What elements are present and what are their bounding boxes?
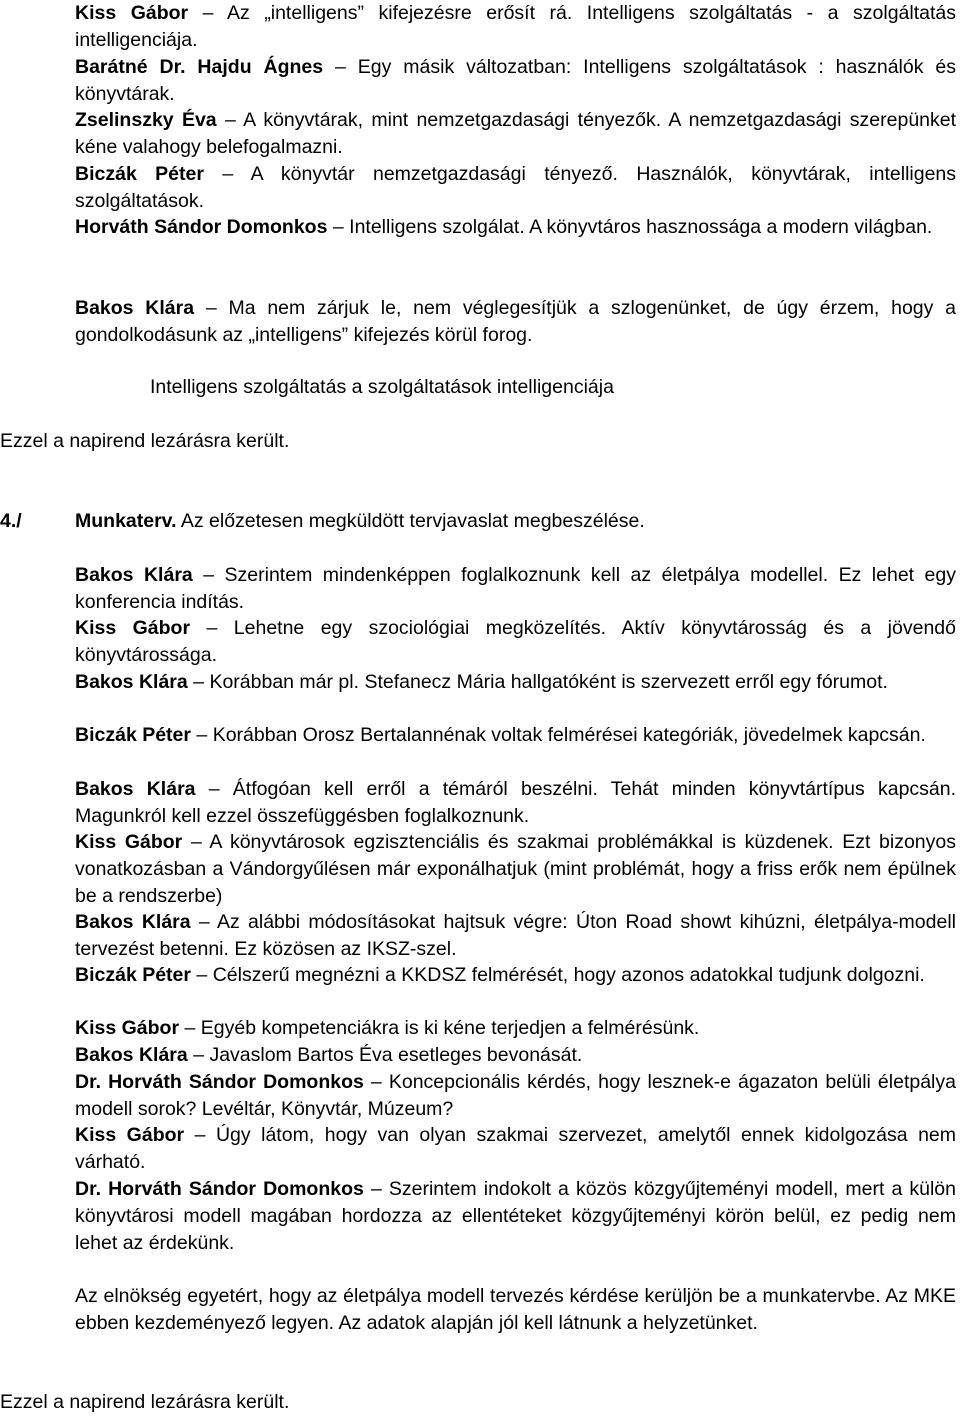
statement-text: Egy másik változatban: Intelligens szolgáltatások : használók és könyvtárak.: [75, 56, 956, 105]
statement-bakos-3: Bakos Klára – Korábban már pl. Stefanecz Mária hallgatóként is szervezett erről egy fórumot.: [75, 671, 888, 693]
statement-text: Korábban Orosz Bertalannénak voltak felmérései kategóriák, jövedelmek kapcsán.: [212, 724, 926, 746]
statement-horvath-2: Dr. Horváth Sándor Domonkos – Koncepcionális kérdés, hogy lesznek-e ágazaton belüli életpálya modell sorok? Levéltár, Könyvtár, Múzeum?: [75, 1071, 956, 1120]
speaker-name: Biczák Péter: [75, 964, 191, 986]
statement-text: Javaslom Bartos Éva esetleges bevonását.: [209, 1044, 583, 1066]
statement-text: A könyvtár nemzetgazdasági tényező. Használók, könyvtárak, intelligens szolgáltatások.: [75, 163, 957, 212]
speaker-name: Bakos Klára: [75, 911, 191, 933]
statement-horvath-1: Horváth Sándor Domonkos – Intelligens szolgálat. A könyvtáros hasznossága a modern világban.: [75, 216, 933, 238]
statement-kiss-1: Kiss Gábor – Az „intelligens” kifejezésre erősít rá. Intelligens szolgáltatás - a szolgáltatás intelligenciája.: [75, 2, 956, 51]
speaker-name: Bakos Klára: [75, 778, 196, 800]
speaker-name: Kiss Gábor: [75, 1017, 180, 1039]
statement-zselinszky: Zselinszky Éva – A könyvtárak, mint nemzetgazdasági tényezők. A nemzetgazdasági szerepünket kéne valahogy belefogalmazni.: [75, 109, 957, 158]
statement-text: Szerintem indokolt a közös közgyűjteményi modell, mert a külön könyvtárosi modell magában hordozza az ellentéteket közgyűjteményi körön belül, ez pedig nem lehet az érdekünk.: [75, 1178, 956, 1254]
statement-biczak-2: Biczák Péter – Korábban Orosz Bertalannénak voltak felmérései kategóriák, jövedelmek kapcsán.: [75, 724, 926, 746]
speaker-name: Horváth Sándor Domonkos: [75, 216, 328, 238]
statement-text: Intelligens szolgálat. A könyvtáros hasznossága a modern világban.: [349, 216, 933, 238]
speaker-name: Zselinszky Éva: [75, 109, 217, 131]
statement-horvath-3: Dr. Horváth Sándor Domonkos – Szerintem indokolt a közös közgyűjteményi modell, mert a külön könyvtárosi modell magában hordozza az ellentéteket közgyűjteményi körön belül, ez pedig nem lehet az érdekünk.: [75, 1178, 956, 1254]
statement-text: Koncepcionális kérdés, hogy lesznek-e ágazaton belüli életpálya modell sorok? Levéltár, Könyvtár, Múzeum?: [75, 1071, 956, 1120]
statement-text: Úgy látom, hogy van olyan szakmai szervezet, amelytől ennek kidolgozása nem várható.: [75, 1124, 957, 1173]
statement-biczak-1: Biczák Péter – A könyvtár nemzetgazdasági tényező. Használók, könyvtárak, intelligens szolgáltatások.: [75, 163, 957, 212]
statement-kiss-4: Kiss Gábor – Egyéb kompetenciákra is ki kéne terjedjen a felmérésünk.: [75, 1017, 700, 1039]
statement-text: Korábban már pl. Stefanecz Mária hallgatóként is szervezett erről egy fórumot.: [209, 671, 888, 693]
statement-bakos-4: Bakos Klára – Átfogóan kell erről a témáról beszélni. Tehát minden könyvtártípus kapcsán. Magunkról kell ezzel összefüggésben foglalkoznunk.: [75, 778, 957, 827]
speaker-name: Bakos Klára: [75, 671, 188, 693]
section-subtitle: Az előzetesen megküldött tervjavaslat megbeszélése.: [180, 510, 645, 532]
speaker-name: Dr. Horváth Sándor Domonkos: [75, 1178, 364, 1200]
statement-bakos-5: Bakos Klára – Az alábbi módosításokat hajtsuk végre: Úton Road showt kihúzni, életpálya-modell tervezést betenni. Ez közösen az IKSZ-szel.: [75, 911, 957, 960]
closing-line-1: Ezzel a napirend lezárásra került.: [0, 430, 290, 452]
section-title: Munkaterv.: [75, 510, 177, 532]
statement-text: Átfogóan kell erről a témáról beszélni. Tehát minden könyvtártípus kapcsán. Magunkról kell ezzel összefüggésben foglalkoznunk.: [75, 778, 957, 827]
speaker-name: Kiss Gábor: [75, 617, 191, 639]
statement-text: A könyvtárosok egzisztenciális és szakmai problémákkal is küzdenek. Ezt bizonyos vonatkozásban a Vándorgyűlésen már exponálhatjuk (mint problémát, hogy a friss erők nem épülnek be a rendszerbe): [75, 831, 956, 907]
speaker-name: Dr. Horváth Sándor Domonkos: [75, 1071, 364, 1093]
statement-bakos-2: Bakos Klára – Szerintem mindenképpen foglalkoznunk kell az életpálya modellel. Ez lehet egy konferencia indítás.: [75, 564, 956, 613]
statement-text: Lehetne egy szociológiai megközelítés. Aktív könyvtárosság és a jövendő könyvtárossága.: [75, 617, 956, 666]
statement-biczak-3: Biczák Péter – Célszerű megnézni a KKDSZ felmérését, hogy azonos adatokkal tudjunk dolgozni.: [75, 964, 925, 986]
presidium-decision: Az elnökség egyetért, hogy az életpálya modell tervezés kérdése kerüljön be a munkatervbe. Az MKE ebben kezdeményező legyen. Az adatok alapján jól kell látnunk a helyzetünket.: [75, 1285, 956, 1334]
statement-bakos-slogan: Bakos Klára – Ma nem zárjuk le, nem véglegesítjük a szlogenünket, de úgy érzem, hogy a gondolkodásunk az „intelligens” kifejezés körül forog.: [75, 297, 957, 346]
statement-kiss-2: Kiss Gábor – Lehetne egy szociológiai megközelítés. Aktív könyvtárosság és a jövendő könyvtárossága.: [75, 617, 956, 666]
statement-text: A könyvtárak, mint nemzetgazdasági tényezők. A nemzetgazdasági szerepünket kéne valahogy belefogalmazni.: [75, 109, 957, 158]
section-number: 4./: [0, 510, 22, 532]
speaker-name: Bakos Klára: [75, 1044, 188, 1066]
statement-text: Az „intelligens” kifejezésre erősít rá. Intelligens szolgáltatás - a szolgáltatás intelligenciája.: [75, 2, 956, 51]
slogan-line: Intelligens szolgáltatás a szolgáltatások intelligenciája: [150, 376, 614, 398]
speaker-name: Kiss Gábor: [75, 2, 189, 24]
statement-text: Ma nem zárjuk le, nem véglegesítjük a szlogenünket, de úgy érzem, hogy a gondolkodásunk az „intelligens” kifejezés körül forog.: [75, 297, 957, 346]
statement-bakos-6: Bakos Klára – Javaslom Bartos Éva esetleges bevonását.: [75, 1044, 583, 1066]
statement-text: Egyéb kompetenciákra is ki kéne terjedjen a felmérésünk.: [200, 1017, 700, 1039]
statement-text: Szerintem mindenképpen foglalkoznunk kell az életpálya modellel. Ez lehet egy konferencia indítás.: [75, 564, 956, 613]
closing-line-2: Ezzel a napirend lezárásra került.: [0, 1391, 290, 1413]
speaker-name: Kiss Gábor: [75, 1124, 185, 1146]
speaker-name: Biczák Péter: [75, 724, 191, 746]
statement-text: Célszerű megnézni a KKDSZ felmérését, hogy azonos adatokkal tudjunk dolgozni.: [212, 964, 925, 986]
speaker-name: Bakos Klára: [75, 297, 195, 319]
speaker-name: Kiss Gábor: [75, 831, 183, 853]
statement-kiss-3: Kiss Gábor – A könyvtárosok egzisztenciális és szakmai problémákkal is küzdenek. Ezt bizonyos vonatkozásban a Vándorgyűlésen már exponálhatjuk (mint problémát, hogy a friss erők nem épülnek be a rendszerbe): [75, 831, 956, 907]
statement-text: Az alábbi módosításokat hajtsuk végre: Úton Road showt kihúzni, életpálya-modell tervezést betenni. Ez közösen az IKSZ-szel.: [75, 911, 957, 960]
speaker-name: Bakos Klára: [75, 564, 193, 586]
speaker-name: Barátné Dr. Hajdu Ágnes: [75, 56, 324, 78]
statement-kiss-5: Kiss Gábor – Úgy látom, hogy van olyan szakmai szervezet, amelytől ennek kidolgozása nem várható.: [75, 1124, 957, 1173]
speaker-name: Biczák Péter: [75, 163, 204, 185]
statement-hajdu: Barátné Dr. Hajdu Ágnes – Egy másik változatban: Intelligens szolgáltatások : használók és könyvtárak.: [75, 56, 956, 105]
